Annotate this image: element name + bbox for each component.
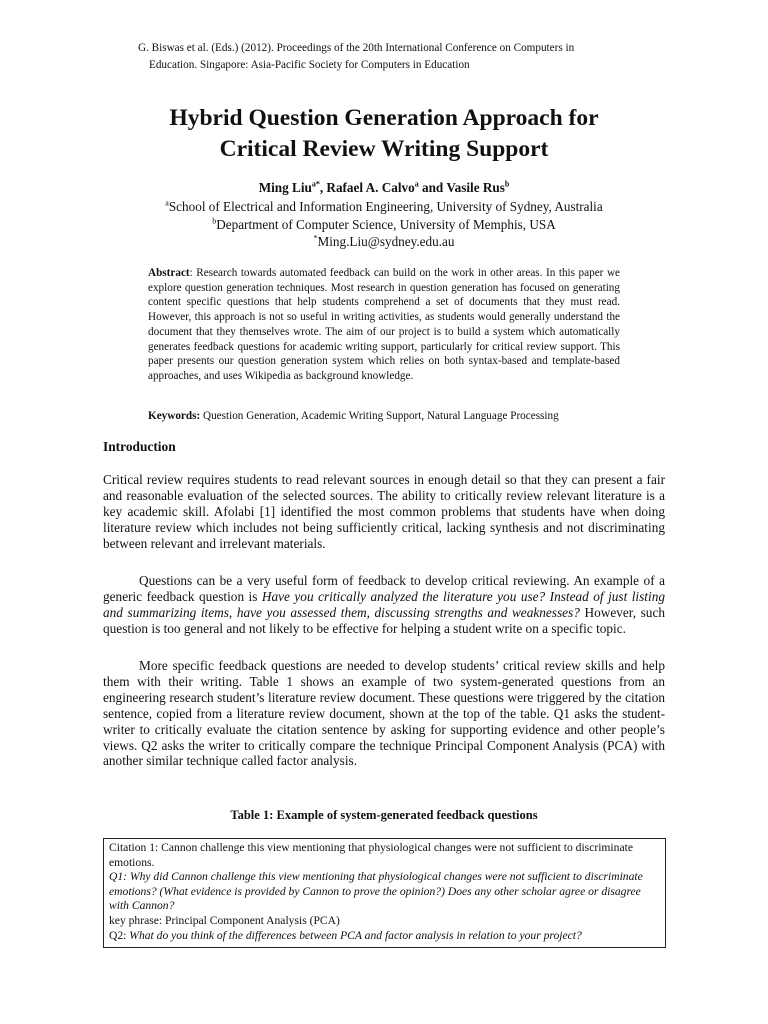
paragraph-2-example-question: Have you critically analyzed the literature you use? Instead of just listing and summarizing items, have you assessed them, discussing strengths and weaknesses? xyxy=(103,588,665,620)
author-1: Ming Liu xyxy=(258,180,312,195)
affiliation-a xyxy=(0,199,768,215)
affiliation-b-text: Department of Computer Science, University of Memphis, USA xyxy=(216,217,556,232)
author-separator: , xyxy=(319,180,327,195)
affiliation-a-text: School of Electrical and Information Engineering, University of Sydney, Australia xyxy=(168,199,603,214)
table-question-2-label: Q2: xyxy=(109,928,130,942)
table-question-2-row xyxy=(109,929,660,944)
table-key-phrase: key phrase: Principal Component Analysis (PCA) xyxy=(109,913,340,927)
email-mark: * xyxy=(313,233,318,243)
title-line-1: Hybrid Question Generation Approach for xyxy=(169,105,599,131)
abstract-label: Abstract xyxy=(148,267,190,279)
email-text: Ming.Liu@sydney.edu.au xyxy=(317,234,455,249)
title-line-2: Critical Review Writing Support xyxy=(219,136,549,162)
author-2-affiliation-mark: a xyxy=(414,179,419,189)
author-3-affiliation-mark: b xyxy=(504,179,510,189)
corresponding-email xyxy=(0,234,768,250)
keywords-text: Question Generation, Academic Writing Support, Natural Language Processing xyxy=(200,410,559,422)
affiliation-b-mark: b xyxy=(212,216,217,226)
abstract-text: : Research towards automated feedback can build on the work in other areas. In this paper we explore question generation techniques. Most research in question generation has focused on generating content specific questions that help students comprehend a set of documents that they must read. However, this approach is not so useful in writing activities, as students would generally understand the document that they themselves wrote. The aim of our project is to build a system which automatically generates feedback questions for academic writing support, particularly for critical review support. This paper presents our question generation system which relies on both syntax-based and template-based approaches, and uses Wikipedia as background knowledge. xyxy=(148,267,620,382)
paragraph-2 xyxy=(103,573,665,637)
reference-line-2: Education. Singapore: Asia-Pacific Society for Computers in Education xyxy=(149,59,470,71)
paragraph-1: Critical review requires students to read relevant sources in enough detail so that they can present a fair and reasonable evaluation of the selected sources. The ability to critically review relevant literature is a key academic skill. Afolabi [1] identified the most common problems that students have when doing literature review which includes not being sufficiently critical, lacking synthesis and not discriminating between relevant and irrelevant materials. xyxy=(103,472,665,551)
author-1-affiliation-mark: a* xyxy=(311,179,320,189)
keywords-label: Keywords: xyxy=(148,410,201,422)
section-heading-introduction: Introduction xyxy=(103,439,176,454)
table-question-2: What do you think of the differences between PCA and factor analysis in relation to your project? xyxy=(129,928,582,942)
affiliation-b xyxy=(0,217,768,233)
paragraph-2-text-a: Questions can be a very useful form of feedback to develop critical reviewing. An example of a generic feedback question is xyxy=(103,573,665,604)
reference-line-1: G. Biswas et al. (Eds.) (2012). Proceedings of the 20th International Conference on Computers in xyxy=(138,42,575,54)
table-citation: Citation 1: Cannon challenge this view mentioning that physiological changes were not sufficient to discriminate emotions. xyxy=(109,841,633,869)
author-2: Rafael A. Calvo xyxy=(326,180,415,195)
paper-title xyxy=(60,103,708,165)
author-3: Vasile Rus xyxy=(446,180,505,195)
author-list xyxy=(0,180,768,196)
table-question-1: Q1: Why did Cannon challenge this view mentioning that physiological changes were not sufficient to discriminate emotions? (What evidence is provided by Cannon to prove the opinion?) Does any other scholar agree or disagree with Cannon? xyxy=(109,870,643,913)
author-separator: and xyxy=(418,180,447,195)
abstract xyxy=(148,266,620,384)
proceedings-reference xyxy=(138,40,668,74)
paragraph-3: More specific feedback questions are needed to develop students’ critical review skills and help them with their writing. Table 1 shows an example of two system-generated questions from an engineering research student’s literature review document. These questions were triggered by the citation sentence, copied from a literature review document, shown at the top of the table. Q1 asks the student-writer to critically evaluate the citation sentence by asking for supporting evidence and other people’s views. Q2 asks the writer to critically compare the technique Principal Component Analysis (PCA) with another similar technique called factor analysis. xyxy=(103,658,665,769)
feedback-questions-table xyxy=(103,838,666,948)
table-caption: Table 1: Example of system-generated feedback questions xyxy=(230,808,538,822)
keywords xyxy=(148,409,628,424)
paragraph-2-text-b: However, such question is too general and not likely to be effective for helping a student write on a specific topic. xyxy=(103,604,665,636)
affiliation-a-mark: a xyxy=(165,198,169,208)
